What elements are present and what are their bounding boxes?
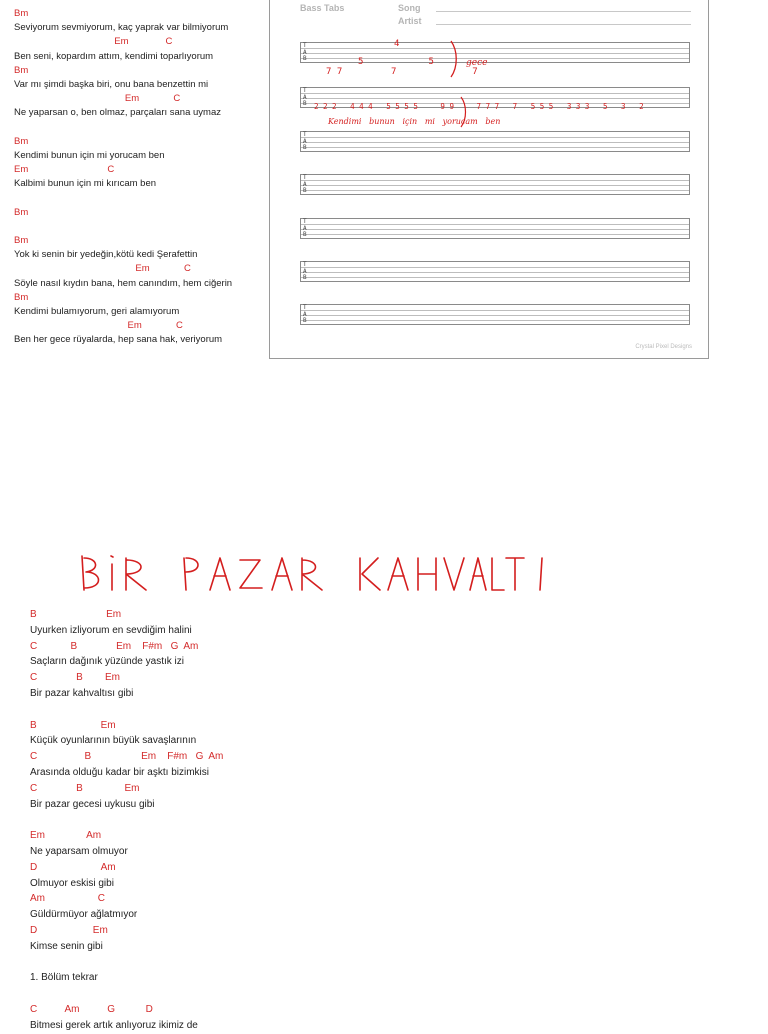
tab-string-letter: T — [303, 261, 307, 268]
chord-line: C B Em F#m G Am — [30, 640, 199, 652]
tab-staff-label — [303, 175, 311, 195]
tab-sheet-credit: Crystal Pixel Designs — [635, 344, 692, 350]
staff2-lyric: Kendimi bunun için mi yorucam ben — [328, 117, 501, 126]
tab-staff-label — [303, 132, 311, 152]
lyric-line: Seviyorum sevmiyorum, kaç yaprak var bilmiyorum — [14, 22, 229, 34]
blank-line — [30, 812, 330, 828]
tab-staff-label — [303, 219, 311, 239]
tab-string-letter: B — [303, 55, 307, 62]
chord-line: Em C — [14, 93, 181, 105]
lyric-line: 1. Bölüm tekrar — [30, 972, 98, 984]
staff1-bracket — [448, 39, 464, 79]
handwritten-song-title — [76, 552, 546, 596]
tab-staff — [300, 174, 690, 195]
tab-string-letter: B — [303, 317, 307, 324]
lyric-line: Ben her gece rüyalarda, hep sana hak, veriyorum — [14, 334, 223, 346]
staff1-note-top: 4 — [394, 39, 400, 49]
tab-string-letter: T — [303, 87, 307, 94]
bass-tab-sheet — [269, 0, 709, 359]
tab-string-letter: B — [303, 100, 307, 107]
chord-line: B Em — [30, 719, 116, 731]
chord-line: D Em — [30, 924, 108, 936]
chord-line: Em C — [14, 320, 183, 332]
chord-line: Bm — [14, 64, 29, 76]
lyric-line: Ne yaparsan o, ben olmaz, parçaları sana uymaz — [14, 107, 221, 119]
artist-field-line — [436, 24, 691, 25]
lyric-line: Söyle nasıl kıydın bana, hem canındım, hem ciğerin — [14, 277, 233, 289]
lyric-line: Bir pazar kahvaltısı gibi — [30, 687, 134, 699]
tab-string-letter: T — [303, 42, 307, 49]
chord-line: B Em — [30, 609, 122, 620]
lyric-line: Kalbimi bunun için mi kırıcam ben — [14, 178, 157, 190]
tab-string-letter: A — [303, 93, 307, 101]
lyric-line: Yok ki senin bir yedeğin,kötü kedi Şerafettin — [14, 249, 198, 261]
artist-field-label: Artist — [398, 16, 422, 26]
tab-staff-label — [303, 88, 311, 108]
tab-string-letter: T — [303, 304, 307, 311]
tab-string-letter: A — [303, 310, 307, 318]
chord-line: D Am — [30, 861, 116, 873]
tab-string-letter: A — [303, 180, 307, 188]
chord-line: Bm — [14, 291, 29, 303]
tab-staff — [300, 218, 690, 239]
lyric-line: Kimse senin gibi — [30, 940, 103, 952]
chord-line: Em C — [14, 263, 191, 275]
blank-line — [14, 191, 269, 205]
tab-string-letter: B — [303, 231, 307, 238]
tab-staff-label — [303, 43, 311, 63]
song-lyrics-chords-1 — [14, 7, 269, 348]
tab-string-letter: A — [303, 224, 307, 232]
lyric-line: Bir pazar gecesi uykusu gibi — [30, 798, 155, 810]
tab-string-letter: T — [303, 131, 307, 138]
blank-line — [30, 955, 330, 971]
chord-line: Bm — [14, 206, 29, 218]
chord-line: Em C — [14, 164, 115, 176]
song-lyrics-chords-2 — [30, 607, 330, 1034]
tab-string-letter: T — [303, 174, 307, 181]
tab-staff — [300, 304, 690, 325]
chord-line: Bm — [14, 135, 29, 147]
tab-staff-label — [303, 305, 311, 325]
tab-string-letter: B — [303, 187, 307, 194]
lyric-line: Ben seni, kopardım attım, kendimi toparlıyorum — [14, 50, 214, 62]
staff1-handwritten-note: gece — [466, 58, 488, 68]
chord-line: Am C — [30, 893, 106, 905]
chord-line: Em Am — [30, 830, 102, 842]
chord-line: C B Em — [30, 782, 140, 794]
lyric-line: Güldürmüyor ağlatmıyor — [30, 909, 138, 921]
lyric-line: Bitmesi gerek artık anlıyoruz ikimiz de — [30, 1019, 198, 1031]
lyric-line: Ne yaparsam olmuyor — [30, 845, 128, 857]
chord-line: Em C — [14, 36, 173, 48]
blank-line — [14, 220, 269, 234]
song-field-line — [436, 11, 691, 12]
staff1-note-low: 7 7 7 7 — [326, 67, 478, 77]
lyric-line: Arasında olduğu kadar bir aşktı bizimkisi — [30, 766, 209, 778]
lyric-line: Saçların dağınık yüzünde yastık izi — [30, 656, 184, 668]
tab-sheet-title: Bass Tabs — [300, 3, 345, 13]
tab-string-letter: A — [303, 48, 307, 56]
tab-staff — [300, 131, 690, 152]
staff1-note-mid: 5 5 — [358, 57, 434, 67]
tab-string-letter: B — [303, 144, 307, 151]
lyric-line: Küçük oyunlarının büyük savaşlarının — [30, 735, 197, 747]
tab-string-letter: A — [303, 267, 307, 275]
lyric-line: Uyurken izliyorum en sevdiğim halini — [30, 624, 192, 636]
song-field-label: Song — [398, 3, 421, 13]
staff2-bracket — [458, 95, 472, 129]
blank-line — [30, 986, 330, 1002]
tab-staff — [300, 261, 690, 282]
tab-string-letter: B — [303, 274, 307, 281]
chord-line: Bm — [14, 235, 29, 246]
lyric-line: Olmuyor eskisi gibi — [30, 877, 114, 889]
blank-line — [30, 702, 330, 718]
chord-line: C B Em F#m G Am — [30, 751, 224, 763]
lyric-line: Kendimi bunun için mi yorucam ben — [14, 149, 165, 161]
blank-line — [14, 121, 269, 135]
chord-line: Bm — [14, 8, 29, 19]
chord-line: C Am G D — [30, 1003, 153, 1015]
tab-string-letter: T — [303, 218, 307, 225]
staff2-notes: 2 2 2 4 4 4 5 5 5 5 9 9 7 7 7 7 5 5 5 3 3 3 5 3 2 — [314, 102, 644, 111]
tab-staff-label — [303, 262, 311, 282]
tab-string-letter: A — [303, 137, 307, 145]
lyric-line: Kendimi bulamıyorum, geri alamıyorum — [14, 305, 180, 317]
chord-line: C B Em — [30, 672, 121, 684]
lyric-line: Var mı şimdi başka biri, onu bana benzettin mi — [14, 78, 209, 90]
